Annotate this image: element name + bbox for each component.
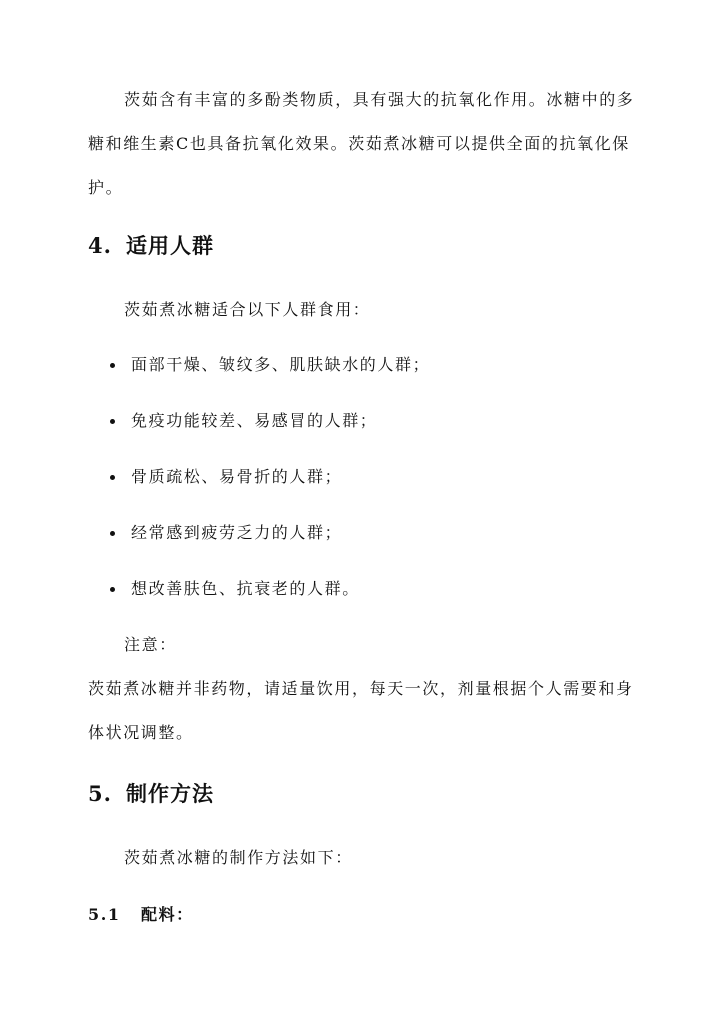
bullet-icon [110,475,115,480]
intro-paragraph: 茨茹含有丰富的多酚类物质，具有强大的抗氧化作用。冰糖中的多糖和维生素C也具备抗氧化效果。茨茹煮冰糖可以提供全面的抗氧化保护。 [88,90,635,197]
section-lead: 茨茹煮冰糖适合以下人群食用： [124,300,371,319]
section-heading-4 [88,232,214,260]
list-item [88,466,648,522]
section-title: 适用人群 [126,233,214,258]
note-paragraph: 茨茹煮冰糖并非药物，请适量饮用，每天一次，剂量根据个人需要和身体状况调整。 [88,679,634,742]
bullet-icon [110,531,115,536]
list-item-text: 免疫功能较差、易感冒的人群； [131,411,378,430]
audience-list [88,354,648,634]
bullet-icon [110,419,115,424]
list-item [88,354,648,410]
list-item-text: 想改善肤色、抗衰老的人群。 [131,579,360,598]
list-item [88,578,648,634]
list-item [88,522,648,578]
subsection-heading-5-1 [88,904,194,926]
bullet-icon [110,363,115,368]
section-number: 4. [88,233,112,258]
section-lead: 茨茹煮冰糖的制作方法如下： [124,848,353,867]
section-title: 制作方法 [126,781,214,806]
section-heading-5 [88,780,214,808]
list-item-text: 经常感到疲劳乏力的人群； [131,523,343,542]
list-item-text: 骨质疏松、易骨折的人群； [131,467,343,486]
section-number: 5. [88,781,112,806]
bullet-icon [110,587,115,592]
list-item [88,410,648,466]
subsection-number: 5.1 [88,905,121,924]
subsection-title: 配料： [140,905,194,924]
note-label: 注意： [124,635,177,654]
list-item-text: 面部干燥、皱纹多、肌肤缺水的人群； [131,355,431,374]
